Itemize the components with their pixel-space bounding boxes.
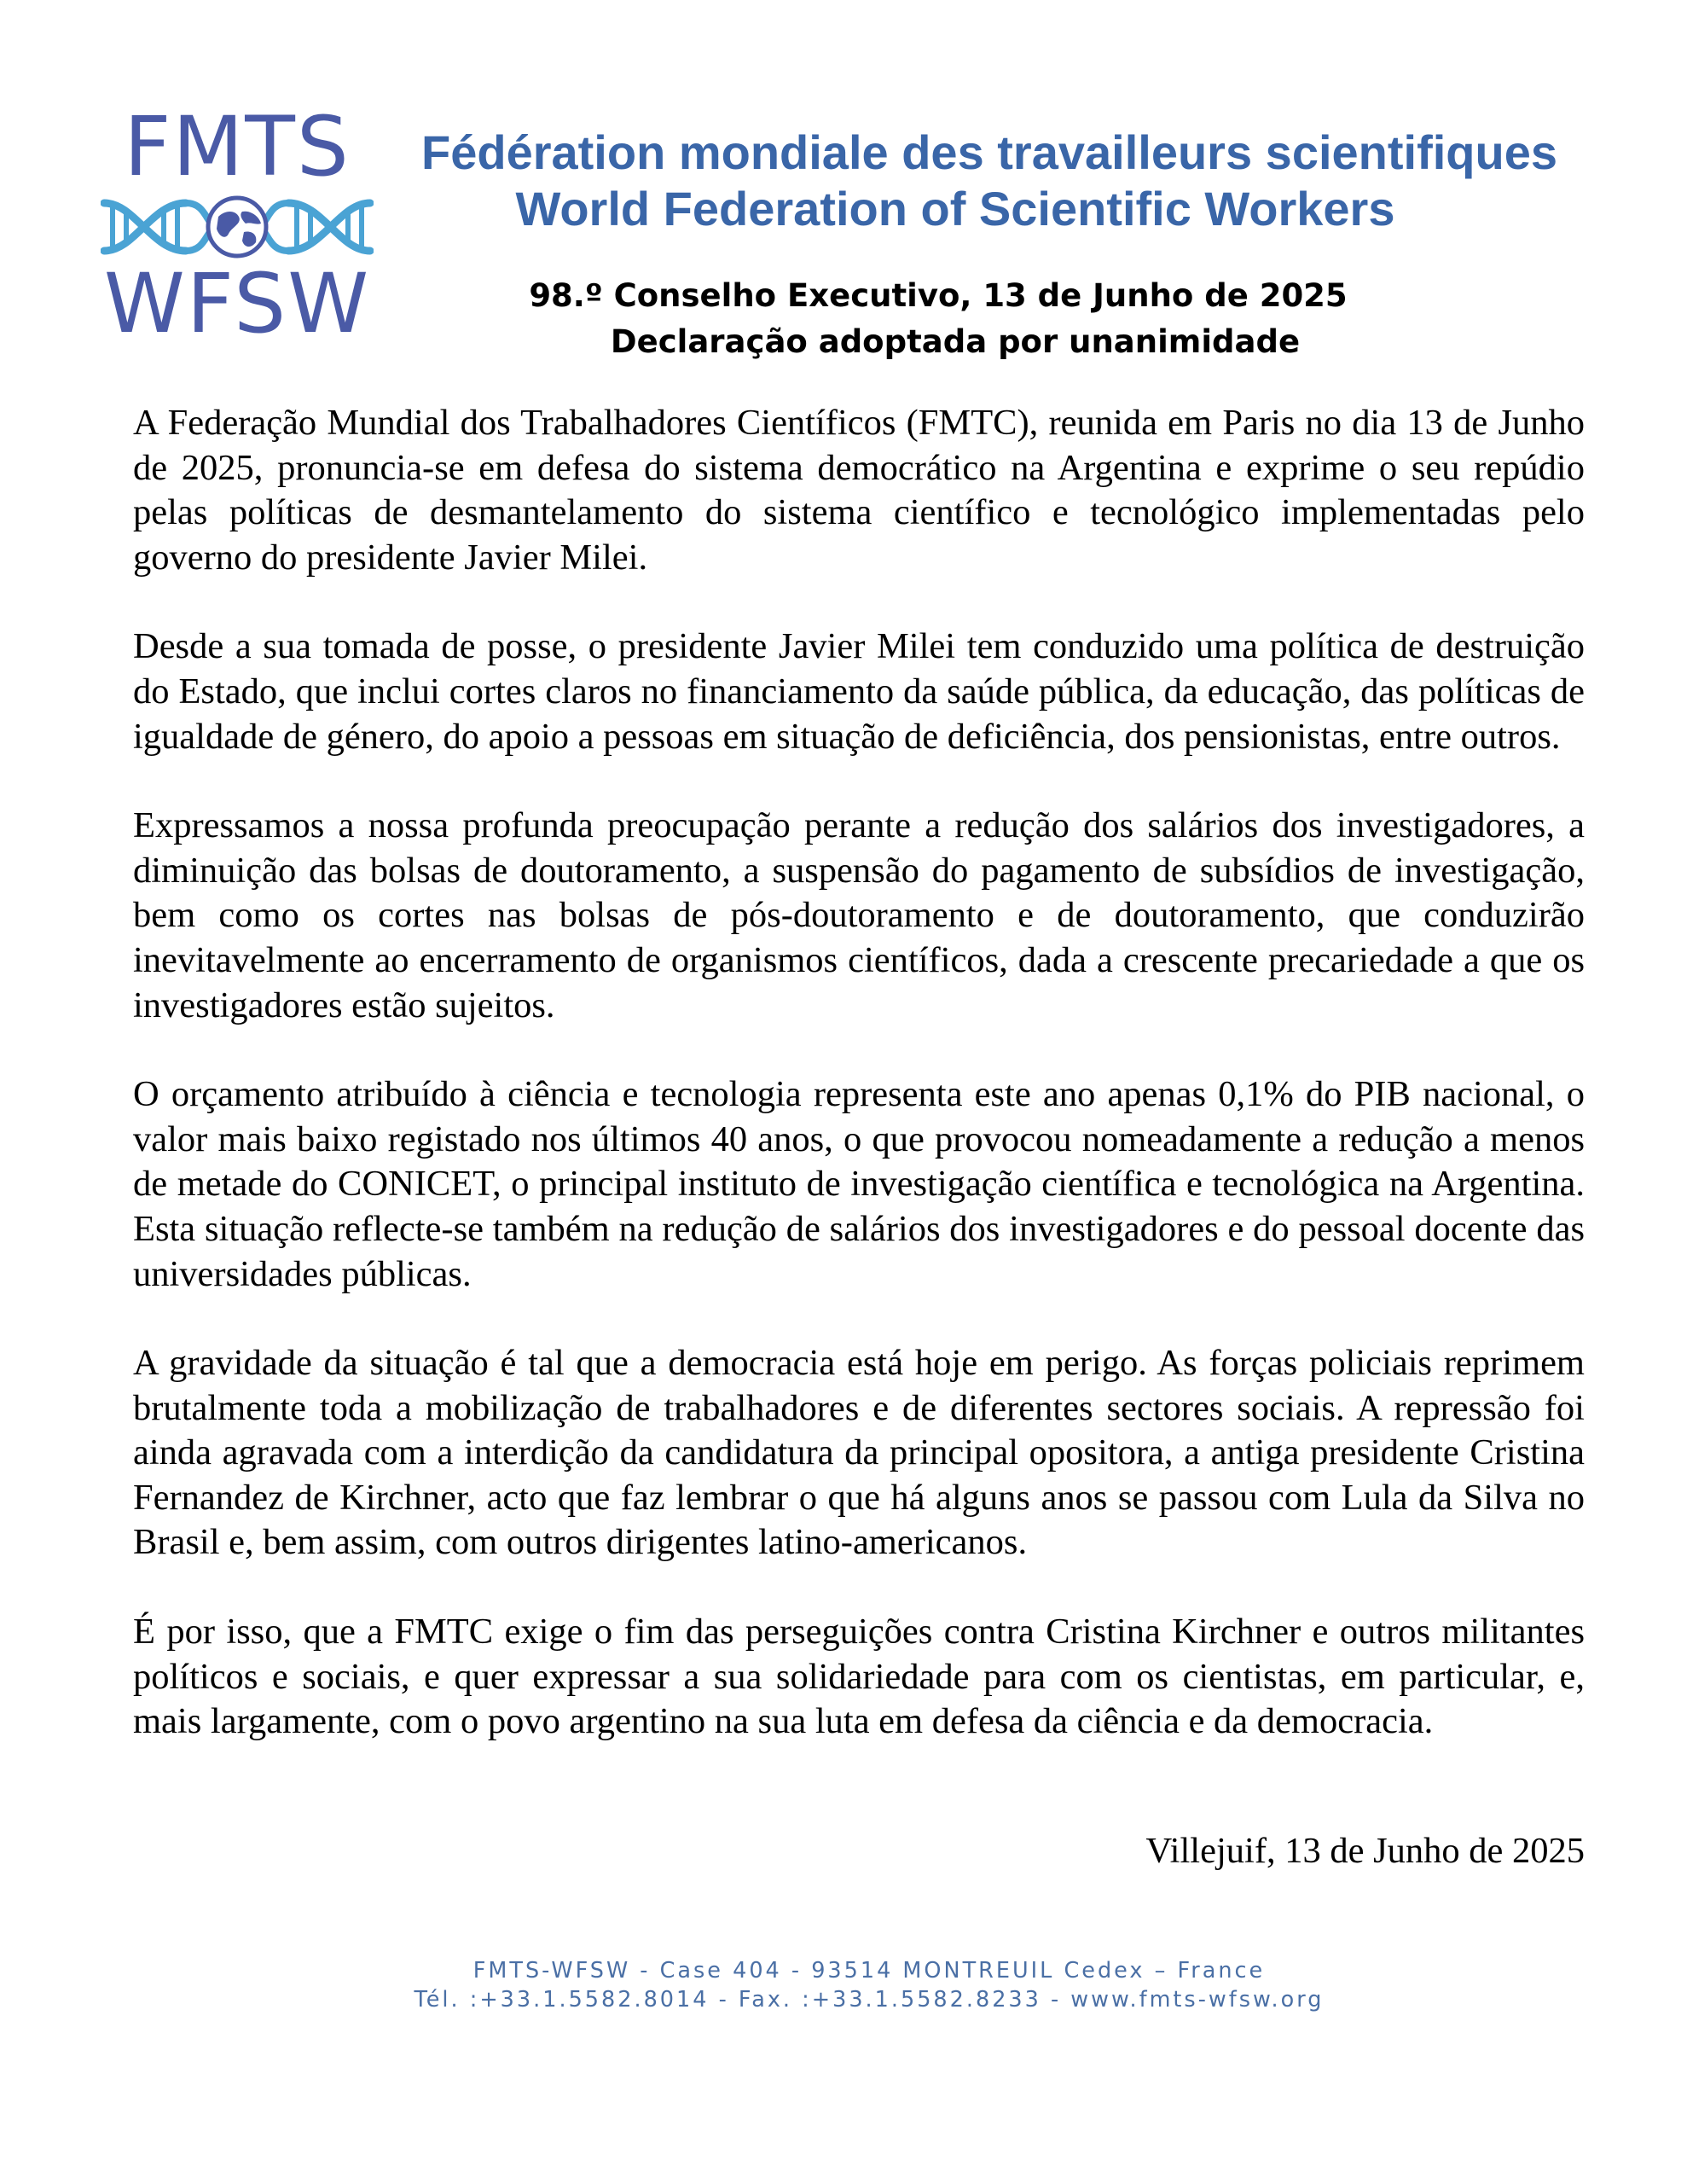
footer-address: FMTS-WFSW - Case 404 - 93514 MONTREUIL Cedex – France xyxy=(472,1958,1266,1984)
paragraph: O orçamento atribuído à ciência e tecnologia representa este ano apenas 0,1% do PIB nacional, o valor mais baixo registado nos últimos 40 anos, o que provocou nomeadamente a redução a menos de metade do CONICET, o principal instituto de investigação científica e tecnológica na Argentina. Esta situação reflecte-se também na redução de salários dos investigadores e do pessoal docente das universidades públicas. xyxy=(133,1074,1585,1294)
paragraph: A gravidade da situação é tal que a democracia está hoje em perigo. As forças policiais reprimem brutalmente toda a mobilização de trabalhadores e de diferentes sectores sociais. A repressão foi ainda agravada com a interdição da candidatura da principal opositora, a antiga presidente Cristina Fernandez de Kirchner, acto que faz lembrar o que há alguns anos se passou com Lula da Silva no Brasil e, bem assim, com outros dirigentes latino-americanos. xyxy=(133,1343,1585,1563)
organization-title-english: World Federation of Scientific Workers xyxy=(515,182,1395,235)
meeting-heading: 98.º Conselho Executivo, 13 de Junho de 2025 xyxy=(529,277,1348,314)
paragraph: É por isso, que a FMTC exige o fim das perseguições contra Cristina Kirchner e outros militantes políticos e sociais, e quer expressar a sua solidariedade para com os cientistas, em particular, e, mais largamente, com o povo argentino na sua luta em defesa da ciência e da democracia. xyxy=(133,1612,1585,1742)
logo-text-wfsw: WFSW xyxy=(103,256,371,351)
adoption-heading: Declaração adoptada por unanimidade xyxy=(610,323,1301,360)
organization-title-french: Fédération mondiale des travailleurs scientifiques xyxy=(421,125,1557,179)
logo-text-fmts: FMTS xyxy=(124,99,351,195)
paragraph: A Federação Mundial dos Trabalhadores Científicos (FMTC), reunida em Paris no dia 13 de Junho de 2025, pronuncia-se em defesa do sistema democrático na Argentina e exprime o seu repúdio pelas políticas de desmantelamento do sistema científico e tecnológico implementadas pelo governo do presidente Javier Milei. xyxy=(133,403,1585,578)
declaration-body xyxy=(133,401,1585,1789)
paragraph: Expressamos a nossa profunda preocupação perante a redução dos salários dos investigadores, a diminuição das bolsas de doutoramento, a suspensão do pagamento de subsídios de investigação, bem como os cortes nas bolsas de pós-doutoramento e de doutoramento, que conduzirão inevitavelmente ao encerramento de organismos científicos, dada a crescente precariedade a que os investigadores estão sujeitos. xyxy=(133,805,1585,1025)
footer-contact: Tél. :+33.1.5582.8014 - Fax. :+33.1.5582.8233 - www.fmts-wfsw.org xyxy=(414,1987,1325,2013)
place-and-date: Villejuif, 13 de Junho de 2025 xyxy=(1145,1831,1585,1871)
paragraph: Desde a sua tomada de posse, o presidente Javier Milei tem conduzido uma política de destruição do Estado, que inclui cortes claros no financiamento da saúde pública, da educação, das políticas de igualdade de género, do apoio a pessoas em situação de deficiência, dos pensionistas, entre outros. xyxy=(133,626,1585,757)
